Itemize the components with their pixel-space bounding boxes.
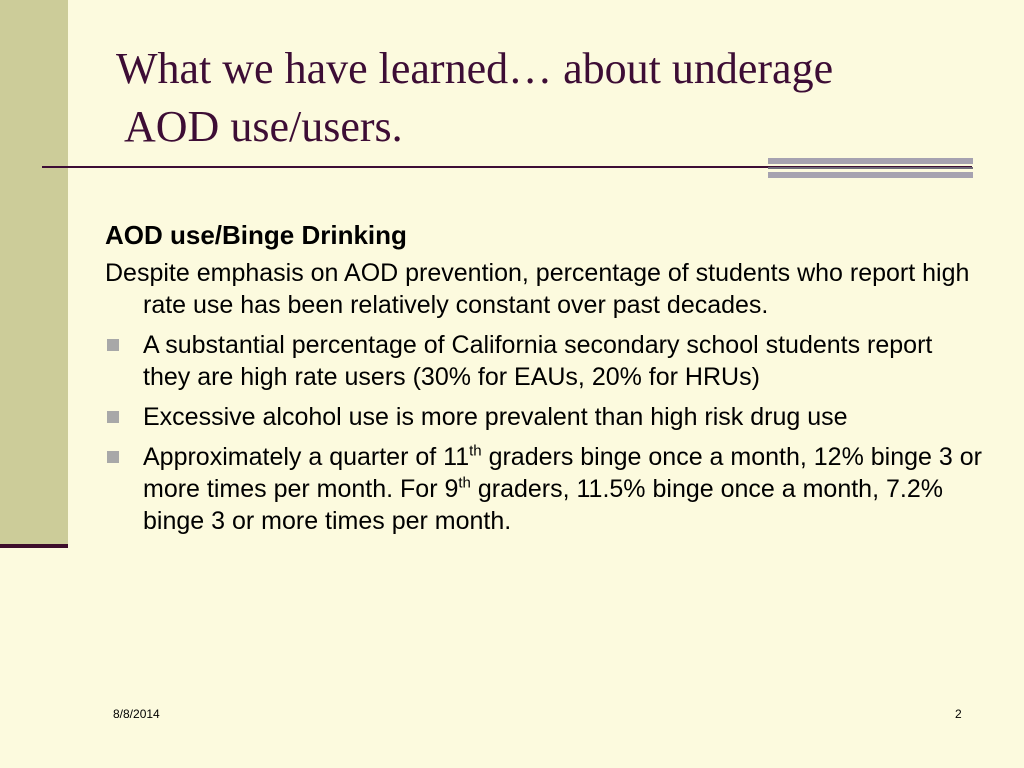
- slide-body: [105, 219, 985, 545]
- left-sidebar-band: [0, 0, 68, 546]
- footer-date: 8/8/2014: [113, 707, 160, 721]
- bullet-text-part: graders binge once a month, 12% binge 3 or more times per month. For 9: [143, 443, 982, 503]
- bullet-text: Excessive alcohol use is more prevalent than high risk drug use: [143, 403, 848, 431]
- ordinal-suffix: th: [458, 474, 471, 492]
- bullet-item: [105, 401, 985, 433]
- square-bullet-icon: [107, 451, 119, 463]
- bullet-text-part: graders, 11.5% binge once a month, 7.2% binge 3 or more times per month.: [143, 475, 943, 535]
- section-heading: AOD use/Binge Drinking: [105, 220, 407, 250]
- title-line-1: What we have learned… about underage: [116, 44, 834, 93]
- slide-number: 2: [955, 707, 962, 721]
- bullet-text: A substantial percentage of California secondary school students report they are high rate users (30% for EAUs, 20% for HRUs): [143, 331, 933, 391]
- intro-paragraph: Despite emphasis on AOD prevention, percentage of students who report high rate use has been relatively constant over past decades.: [105, 259, 970, 319]
- accent-band-top: [768, 158, 973, 164]
- title-divider-accent: [768, 158, 973, 178]
- bullet-item: [105, 441, 985, 537]
- ordinal-suffix: th: [469, 442, 482, 460]
- slide-title: [116, 40, 976, 156]
- square-bullet-icon: [107, 411, 119, 423]
- bullet-item: [105, 329, 985, 393]
- accent-band-bottom: [768, 172, 973, 178]
- accent-band-middle: [768, 167, 973, 169]
- title-line-2: AOD use/users.: [124, 102, 403, 151]
- square-bullet-icon: [107, 339, 119, 351]
- bullet-text-part: Approximately a quarter of 11: [143, 443, 470, 471]
- left-sidebar-rule: [0, 544, 68, 548]
